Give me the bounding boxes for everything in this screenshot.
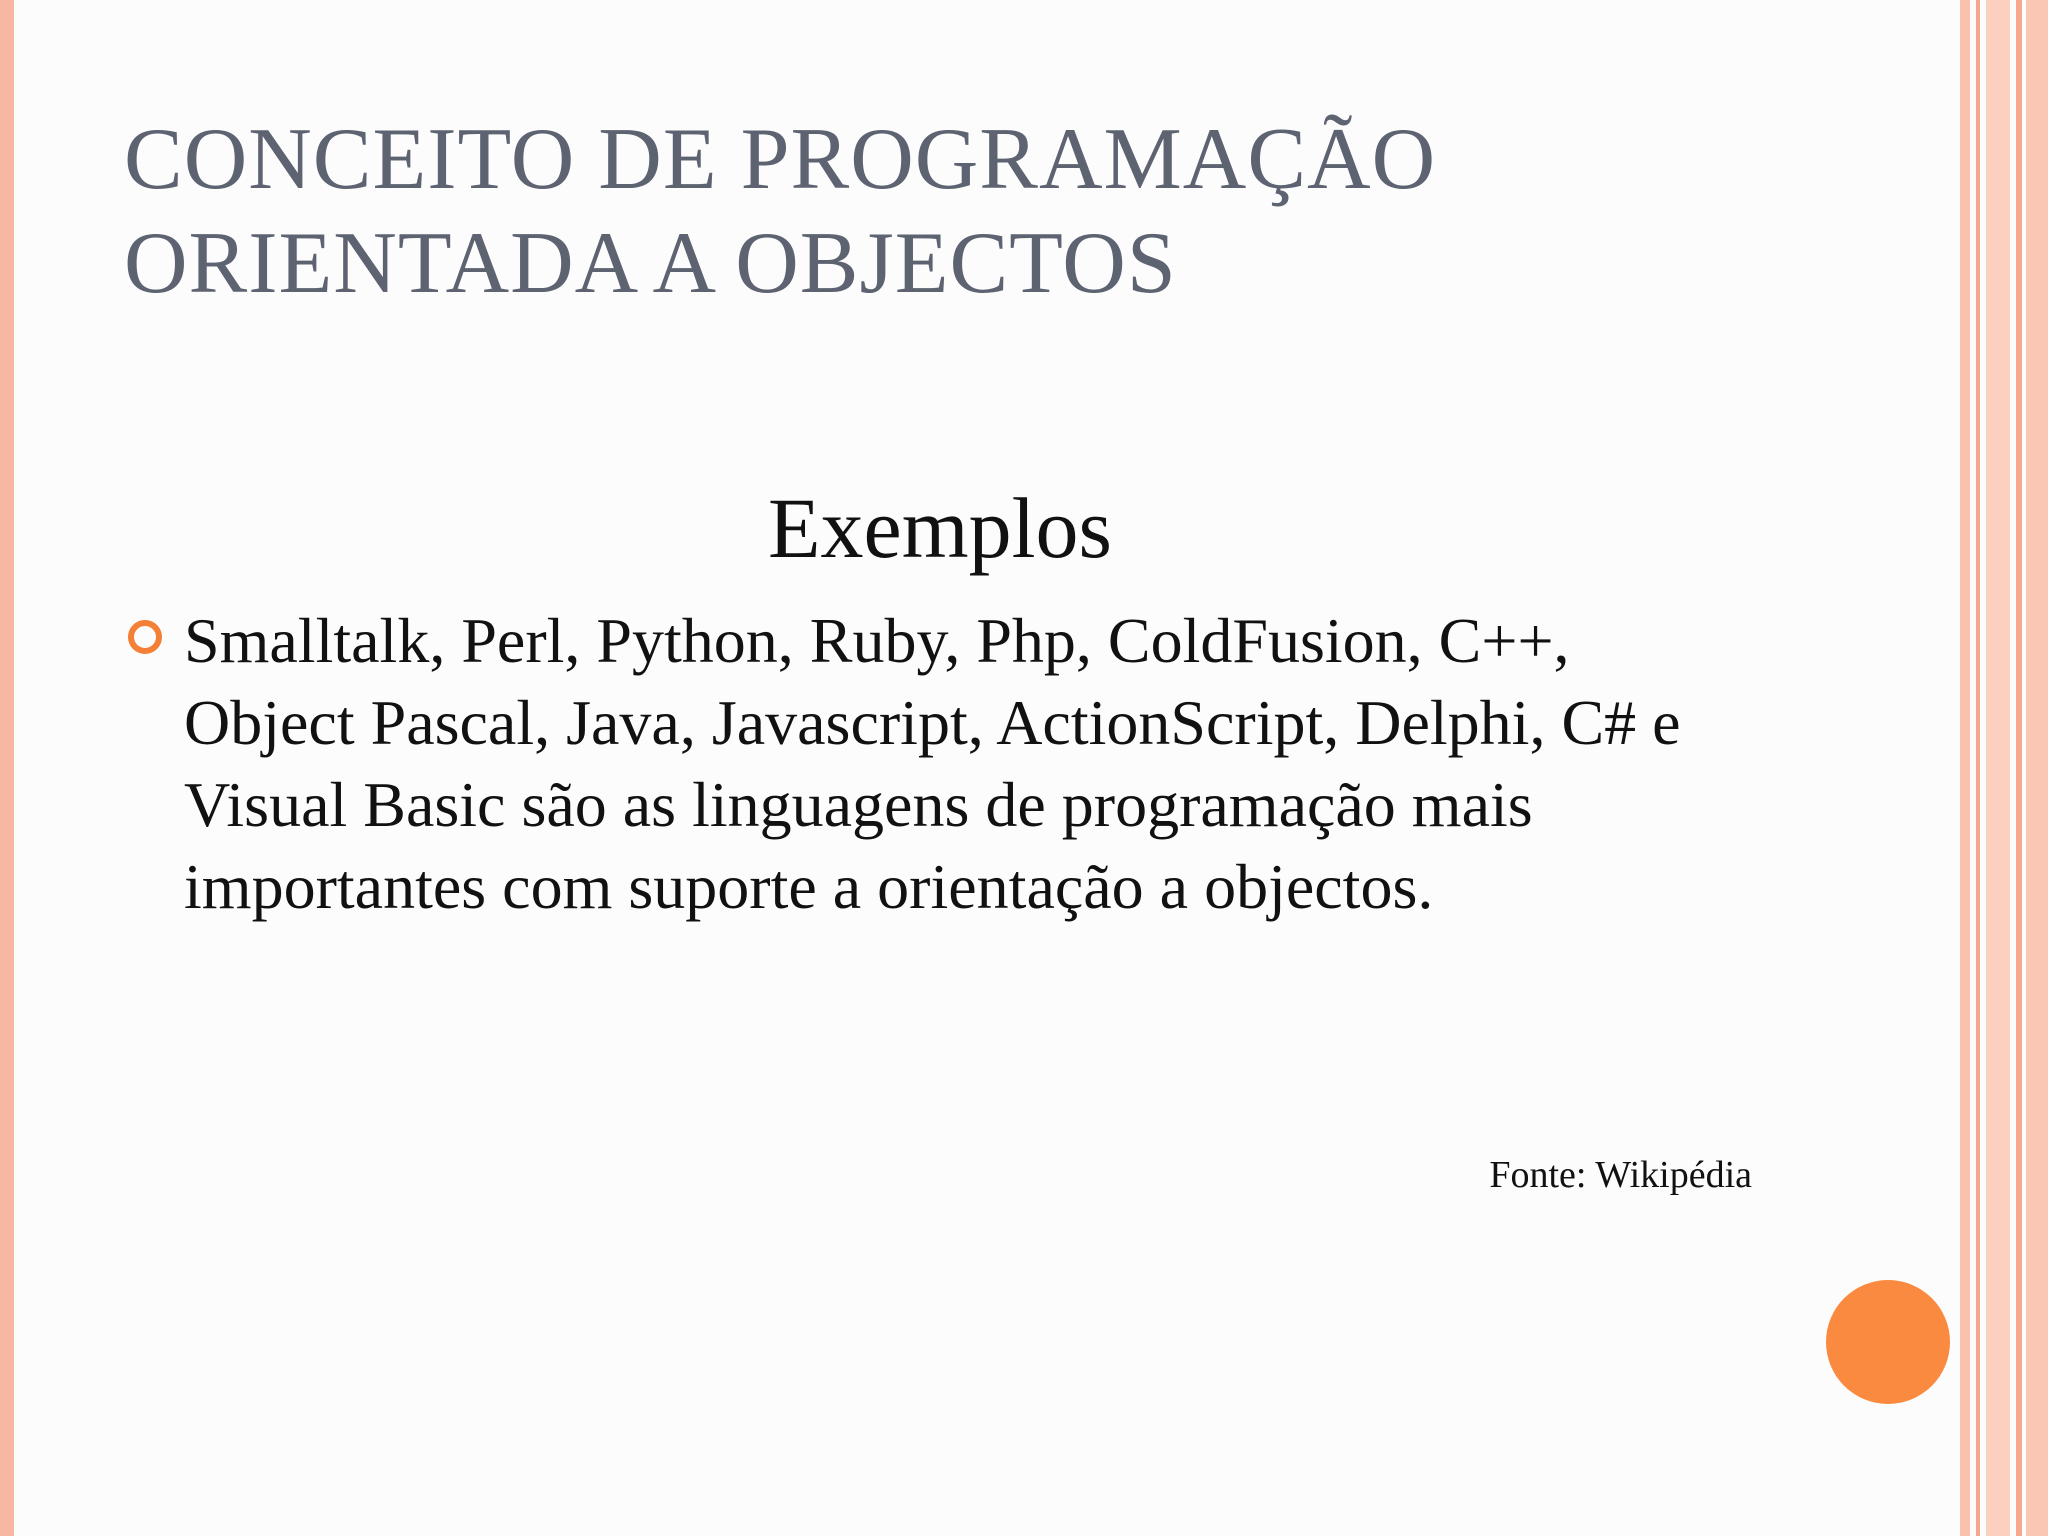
right-stripe-3 [1986, 0, 2010, 1536]
orange-circle-decoration-icon [1826, 1280, 1950, 1404]
right-stripe-2 [1976, 0, 1980, 1536]
right-border-stripes [1960, 0, 2048, 1536]
slide-title-line-1: CONCEITO DE PROGRAMAÇÃO [124, 111, 1437, 208]
right-stripe-4 [2016, 0, 2022, 1536]
source-citation: Fonte: Wikipédia [1489, 1154, 1752, 1196]
right-stripe-5 [2026, 0, 2048, 1536]
right-stripe-1 [1960, 0, 1970, 1536]
hollow-circle-bullet-icon [128, 620, 162, 654]
slide-title-line-2: ORIENTADA A OBJECTOS [124, 215, 1177, 312]
slide-title [124, 108, 1624, 316]
left-border-stripe [0, 0, 14, 1536]
slide-subtitle: Exemplos [768, 480, 1112, 576]
bullet-text: Smalltalk, Perl, Python, Ruby, Php, ColdFusion, C++, Object Pascal, Java, Javascript, ActionScript, Delphi, C# e Visual Basic são as linguagens de programação mais importantes com suporte a orientação a objectos. [184, 605, 1681, 922]
